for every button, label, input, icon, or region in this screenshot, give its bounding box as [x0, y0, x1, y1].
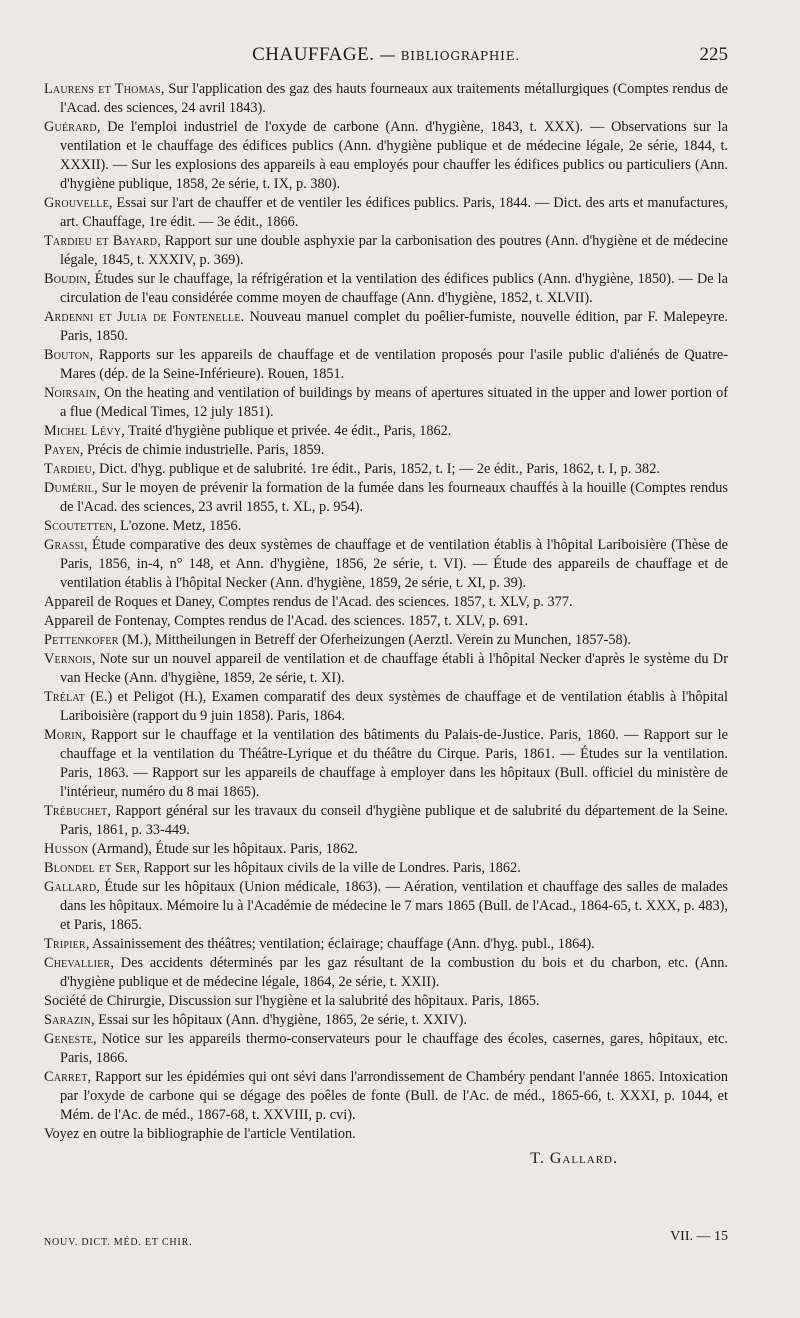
entry-text: , Rapport sur le chauffage et la ventilation des bâtiments du Palais-de-Justice. Paris, 1860. — Rapport sur le chauffage et la ventilation du Théâtre-Lyrique et du théâtre du Cirque. Paris, 1861. — Études sur la ventilation. Paris, 1863. — Rapport sur les appareils de chauffage à employer dans les hôpitaux (Bull. officiel du ministère de l'intérieur, numéro du 8 mai 1865). — [60, 727, 728, 800]
entry-author: Gallard — [44, 879, 97, 895]
bibliography-entry — [44, 232, 728, 270]
bibliography-entry — [44, 441, 728, 460]
bibliography-entry — [44, 422, 728, 441]
entry-text: , On the heating and ventilation of buildings by means of apertures situated in the upper and lower portion of a flue (Medical Times, 12 july 1851). — [60, 385, 728, 420]
entry-text: Voyez en outre la bibliographie de l'article Ventilation. — [44, 1126, 356, 1142]
bibliography-entry — [44, 726, 728, 802]
bibliography-entry — [44, 631, 728, 650]
entry-text: (E.) et Peligot (H.), Examen comparatif des deux systèmes de chauffage et de ventilation établis à l'hôpital Lariboisière (rapport du 9 juin 1858). Paris, 1864. — [60, 689, 728, 724]
entry-author: Michel Lévy — [44, 423, 122, 439]
bibliography-entry — [44, 194, 728, 232]
bibliography-entry — [44, 1125, 728, 1144]
entry-text: , Précis de chimie industrielle. Paris, 1859. — [79, 442, 325, 458]
entry-author: Bouton — [44, 347, 90, 363]
entry-author: Sarazin — [44, 1012, 92, 1028]
entry-text: , Essai sur l'art de chauffer et de ventiler les édifices publics. Paris, 1844. — Dict. des arts et manufactures, art. Chauffage, 1re édit. — 3e édit., 1866. — [60, 195, 728, 230]
bibliography-entry — [44, 346, 728, 384]
entry-text: (M.), Mittheilungen in Betreff der Oferheizungen (Aerztl. Verein zu Munchen, 1857-58). — [118, 632, 632, 648]
entry-text: Appareil de Roques et Daney, Comptes rendus de l'Acad. des sciences. 1857, t. XLV, p. 377. — [44, 594, 573, 610]
bibliography-entry — [44, 479, 728, 517]
entry-text: , Étude sur les hôpitaux (Union médicale, 1863). — Aération, ventilation et chauffage des salles de malades dans les hôpitaux. Mémoire lu à l'Académie de médecine le 7 mars 1865 (Bull. de l'Acad., 1864-65, t. XXX, p. 483), et Paris, 1865. — [60, 879, 728, 933]
entry-author: Tripier — [44, 936, 86, 952]
entry-text: , Sur le moyen de prévenir la formation de la fumée dans les fourneaux chauffés à la houille (Comptes rendus de l'Acad. des sciences, 23 avril 1855, t. XL, p. 954). — [60, 480, 728, 515]
bibliography-entry — [44, 840, 728, 859]
entry-author: Grouvelle — [44, 195, 109, 211]
entry-text: , Rapports sur les appareils de chauffage et de ventilation proposés pour l'asile public d'aliénés de Quatre-Mares (dép. de la Seine-Inférieure). Rouen, 1851. — [60, 347, 728, 382]
entry-text: , Rapport sur une double asphyxie par la carbonisation des poutres (Ann. d'hygiène et de médecine légale, 1845, t. XXXIV, p. 369). — [60, 233, 728, 268]
entry-author: Trélat — [44, 689, 86, 705]
entry-author: Laurens et Thomas — [44, 81, 161, 97]
bibliography-entry — [44, 270, 728, 308]
entry-text: , Assainissement des théâtres; ventilation; éclairage; chauffage (Ann. d'hyg. publ., 1864). — [85, 936, 595, 952]
bibliography-entry — [44, 384, 728, 422]
bibliography-entry — [44, 954, 728, 992]
entry-author: Payen — [44, 442, 80, 458]
entry-author: Geneste — [44, 1031, 93, 1047]
bibliography-entry — [44, 1011, 728, 1030]
entry-author: Duméril — [44, 480, 95, 496]
running-header — [44, 44, 728, 78]
bibliography-list — [44, 80, 728, 1144]
entry-text: , Rapport sur les hôpitaux civils de la ville de Londres. Paris, 1862. — [136, 860, 521, 876]
footer-publication: NOUV. DICT. MÉD. ET CHIR. — [44, 1237, 193, 1248]
bibliography-entry — [44, 460, 728, 479]
entry-author: Boudin — [44, 271, 87, 287]
entry-author: Morin — [44, 727, 83, 743]
entry-text: , Sur l'application des gaz des hauts fourneaux aux traitements métallurgiques (Comptes rendus de l'Acad. des sciences, 24 avril 1843). — [60, 81, 728, 116]
entry-text: , Des accidents déterminés par les gaz résultant de la combustion du bois et du charbon, etc. (Ann. d'hygiène publique et de médecine légale, 1864, 2e série, t. XXII). — [60, 955, 728, 990]
entry-author: Ardenni et Julia de Fontenelle — [44, 309, 241, 325]
bibliography-entry — [44, 802, 728, 840]
bibliography-entry — [44, 1068, 728, 1125]
entry-author: Guérard — [44, 119, 97, 135]
bibliography-entry — [44, 878, 728, 935]
entry-author: Tardieu et Bayard — [44, 233, 158, 249]
entry-author: Vernois — [44, 651, 92, 667]
entry-text: . Nouveau manuel complet du poêlier-fumiste, nouvelle édition, par F. Malepeyre. Paris, 1850. — [60, 309, 728, 344]
bibliography-entry — [44, 612, 728, 631]
bibliography-entry — [44, 536, 728, 593]
bibliography-entry — [44, 650, 728, 688]
bibliography-entry — [44, 688, 728, 726]
entry-text: , Dict. d'hyg. publique et de salubrité. 1re édit., Paris, 1852, t. I; — 2e édit., Paris, 1862, t. I, p. 382. — [91, 461, 660, 477]
entry-text: , Études sur le chauffage, la réfrigération et la ventilation des édifices publics (Ann. d'hygiène, 1850). — De la circulation de l'eau considérée comme moyen de chauffage (Ann. d'hygiène, 1852, t. XLVII). — [60, 271, 728, 306]
bibliography-entry — [44, 80, 728, 118]
entry-text: , Rapport général sur les travaux du conseil d'hygiène publique et de salubrité du département de la Seine. Paris, 1861, p. 33-449. — [60, 803, 728, 838]
page-footer — [44, 1229, 728, 1250]
entry-text: Appareil de Fontenay, Comptes rendus de l'Acad. des sciences. 1857, t. XLV, p. 691. — [44, 613, 529, 629]
entry-text: , Note sur un nouvel appareil de ventilation et de chauffage établi à l'hôpital Necker d'après le système du Dr van Hecke (Ann. d'hygiène, 1859, 2e série, t. XI). — [60, 651, 728, 686]
page-number: 225 — [699, 44, 728, 65]
bibliography-entry — [44, 593, 728, 612]
entry-author: Blondel et Ser — [44, 860, 137, 876]
entry-text: (Armand), Étude sur les hôpitaux. Paris, 1862. — [88, 841, 358, 857]
entry-author: Noirsain — [44, 385, 97, 401]
signature: T. Gallard. — [530, 1150, 618, 1167]
bibliography-entry — [44, 1030, 728, 1068]
bibliography-entry — [44, 517, 728, 536]
entry-text: , Essai sur les hôpitaux (Ann. d'hygiène, 1865, 2e série, t. XXIV). — [91, 1012, 467, 1028]
entry-text: , L'ozone. Metz, 1856. — [112, 518, 242, 534]
entry-text: , Traité d'hygiène publique et privée. 4e édit., Paris, 1862. — [121, 423, 452, 439]
entry-author: Tardieu — [44, 461, 92, 477]
entry-author: Pettenkofer — [44, 632, 119, 648]
entry-author: Husson — [44, 841, 89, 857]
entry-author: Chevallier — [44, 955, 111, 971]
bibliography-entry — [44, 859, 728, 878]
bibliography-entry — [44, 935, 728, 954]
entry-text: , Rapport sur les épidémies qui ont sévi dans l'arrondissement de Chambéry pendant l'année 1865. Intoxication par l'oxyde de carbone qui se dégage des poêles de fonte (Bull. de l'Ac. de méd., 1865-66, t. XXXI, p. 1044, et Mém. de l'Ac. de méd., 1867-68, t. XXVIII, p. cvi). — [60, 1069, 728, 1123]
entry-author: Scoutetten — [44, 518, 113, 534]
entry-text: , Notice sur les appareils thermo-conservateurs pour le chauffage des écoles, casernes, gares, hôpitaux, etc. Paris, 1866. — [60, 1031, 728, 1066]
entry-author: Grassi — [44, 537, 84, 553]
header-subtitle: BIBLIOGRAPHIE. — [400, 49, 520, 63]
entry-text: Société de Chirurgie, Discussion sur l'hygiène et la salubrité des hôpitaux. Paris, 1865. — [44, 993, 540, 1009]
entry-author: Trébuchet — [44, 803, 108, 819]
bibliography-entry — [44, 118, 728, 194]
header-dash: — — [374, 45, 401, 64]
footer-signature-mark: VII. — 15 — [670, 1229, 728, 1244]
header-title: CHAUFFAGE. — [252, 44, 375, 65]
entry-text: , Étude comparative des deux systèmes de chauffage et de ventilation établis à l'hôpital Lariboisière (Thèse de Paris, 1856, in-4, n° 148, et Ann. d'hygiène, 1856, 2e série, t. VI). — Étude des appareils de chauffage et de ventilation établis à l'hôpital Necker (Ann. d'hygiène, 1859, 2e série, t. XI, p. 39). — [60, 537, 728, 591]
bibliography-entry — [44, 992, 728, 1011]
entry-text: , De l'emploi industriel de l'oxyde de carbone (Ann. d'hygiène, 1843, t. XXX). — Observations sur la ventilation et le chauffage des édifices publics (Ann. d'hygiène publique et de médecine légale, 2e série, 1844, t. XXXII). — Sur les explosions des appareils à eau employés pour chauffer les édifices publics ou particuliers (Ann. d'hygiène publique, 1858, 2e série, t. IX, p. 380). — [60, 119, 728, 192]
bibliography-entry — [44, 308, 728, 346]
entry-author: Carret — [44, 1069, 88, 1085]
